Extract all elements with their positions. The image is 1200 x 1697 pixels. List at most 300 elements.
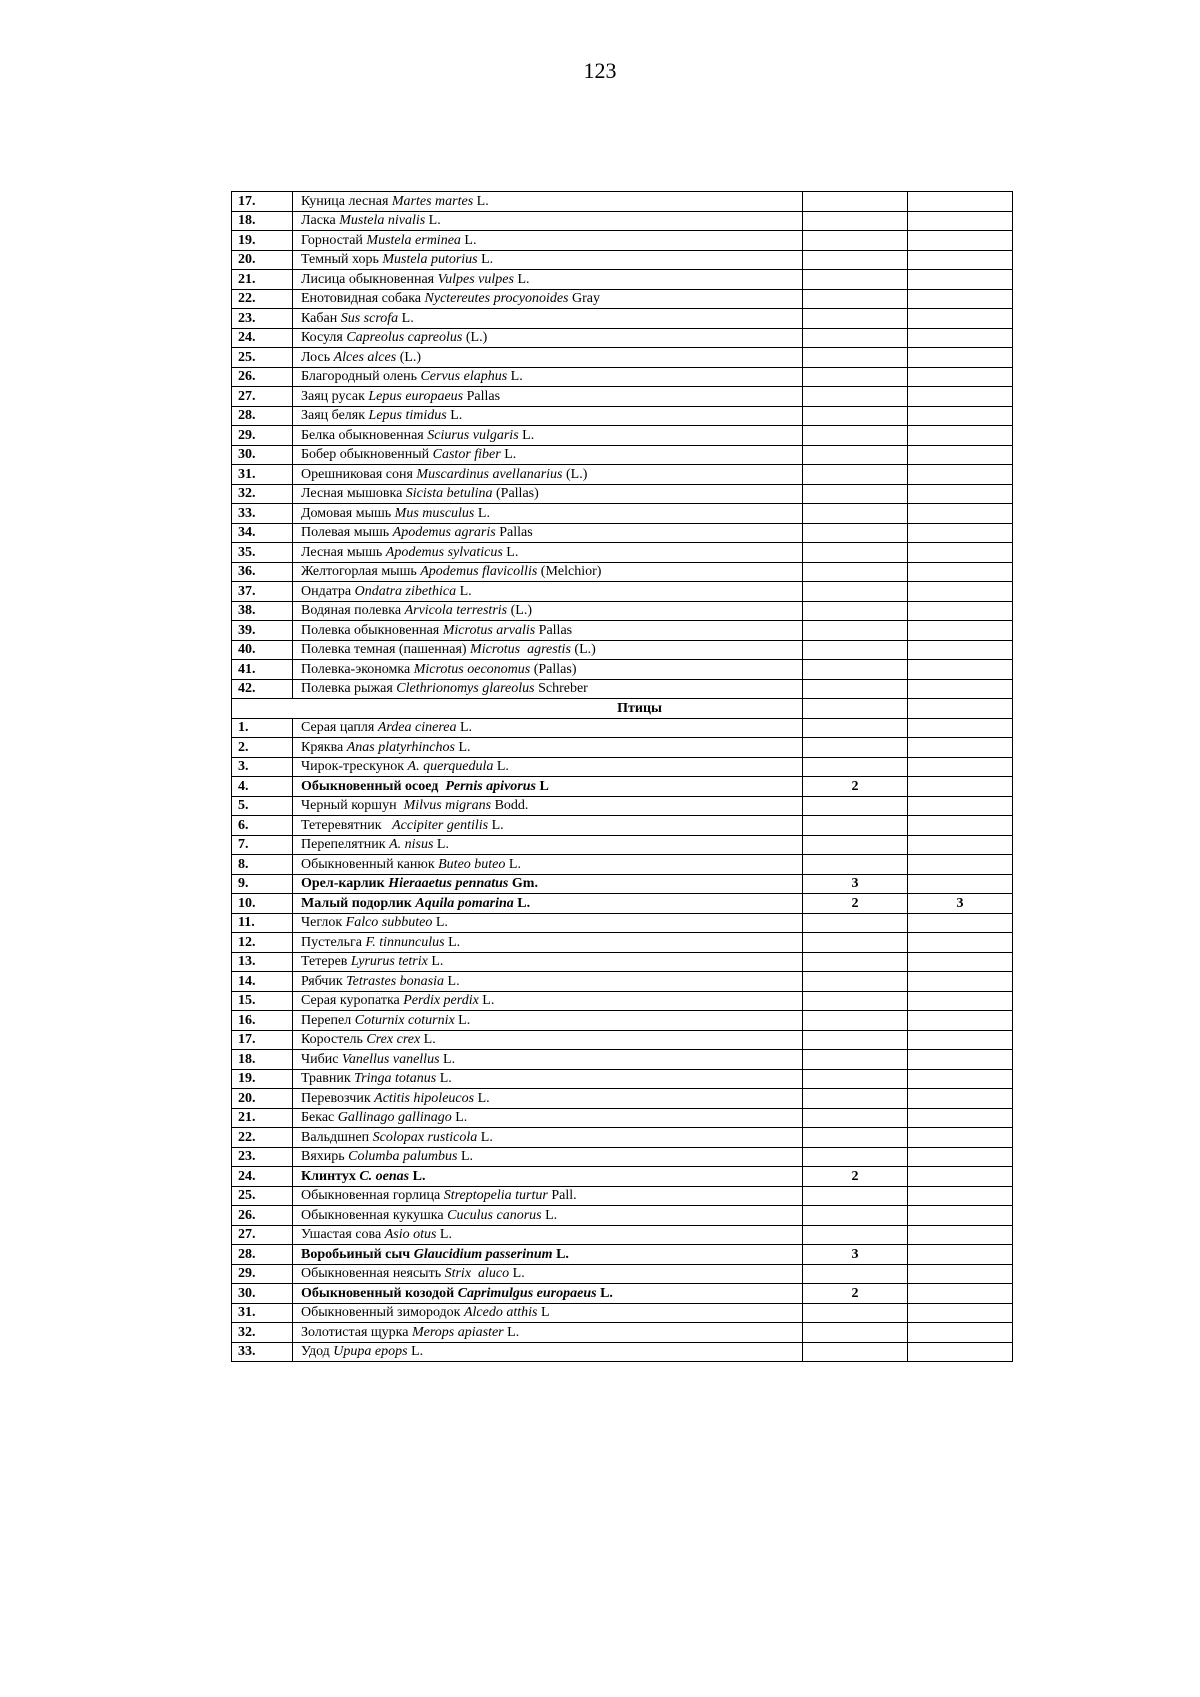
- status-category-cell: [803, 192, 908, 212]
- species-common-name: Удод: [301, 1344, 334, 1360]
- species-latin-name: Lyrurus tetrix: [350, 954, 428, 970]
- row-number: 15.: [232, 991, 293, 1011]
- species-latin-name: Perdix perdix: [403, 993, 479, 1009]
- row-number: 19.: [232, 1069, 293, 1089]
- species-latin-name: Sicista betulina: [405, 486, 493, 502]
- species-common-name: Бобер обыкновенный: [301, 447, 433, 463]
- species-name-cell: [293, 835, 803, 855]
- status-category-cell: [803, 445, 908, 465]
- species-latin-name: F. tinnunculus: [365, 934, 445, 950]
- table-row: [232, 933, 1013, 953]
- species-latin-name: Pernis apivorus: [445, 778, 536, 794]
- status-category-cell: [908, 640, 1013, 660]
- species-name-cell: [293, 777, 803, 797]
- species-common-name: Тетерев: [301, 954, 351, 970]
- table-row: [232, 991, 1013, 1011]
- species-common-name: Воробьиный сыч: [301, 1246, 414, 1262]
- species-author: L.: [513, 895, 531, 911]
- species-name-cell: [293, 660, 803, 680]
- species-common-name: Коростель: [301, 1032, 367, 1048]
- table-row: [232, 1128, 1013, 1148]
- row-number: 28.: [232, 1245, 293, 1265]
- species-latin-name: Upupa epops: [333, 1344, 408, 1360]
- species-latin-name: Lepus europaeus: [368, 388, 464, 404]
- status-category-cell: [803, 796, 908, 816]
- species-common-name: Кабан: [301, 310, 341, 326]
- status-category-cell: [908, 855, 1013, 875]
- table-row: [232, 523, 1013, 543]
- species-common-name: Косуля: [301, 330, 347, 346]
- species-common-name: Белка обыкновенная: [301, 427, 428, 443]
- status-category-cell: 2: [803, 1284, 908, 1304]
- status-category-cell: [803, 289, 908, 309]
- species-author: L.: [513, 271, 530, 287]
- row-number: 6.: [232, 816, 293, 836]
- species-latin-name: Tetrastes bonasia: [346, 973, 445, 989]
- row-number: 29.: [232, 426, 293, 446]
- species-author: L.: [460, 232, 477, 248]
- status-category-cell: [908, 250, 1013, 270]
- species-name-cell: [293, 270, 803, 290]
- status-category-cell: [803, 1030, 908, 1050]
- status-category-cell: [908, 972, 1013, 992]
- table-row: [232, 426, 1013, 446]
- table-row: [232, 328, 1013, 348]
- status-category-cell: 3: [908, 894, 1013, 914]
- species-name-cell: [293, 231, 803, 251]
- status-category-cell: [803, 991, 908, 1011]
- species-name-cell: [293, 933, 803, 953]
- status-category-cell: [908, 562, 1013, 582]
- row-number: 18.: [232, 211, 293, 231]
- species-common-name: Полевая мышь: [301, 525, 393, 541]
- status-category-cell: [908, 348, 1013, 368]
- status-category-cell: [908, 1225, 1013, 1245]
- status-category-cell: [803, 972, 908, 992]
- species-author: L.: [456, 583, 472, 599]
- species-name-cell: [293, 952, 803, 972]
- status-category-cell: [803, 1342, 908, 1362]
- species-latin-name: Microtus arvalis: [442, 622, 536, 638]
- status-category-cell: [803, 406, 908, 426]
- species-author: (L.): [507, 603, 532, 619]
- status-category-cell: [908, 718, 1013, 738]
- status-category-cell: [803, 426, 908, 446]
- species-author: Pallas: [463, 388, 501, 404]
- species-latin-name: Anas platyrhinchos: [346, 739, 455, 755]
- species-common-name: Лось: [301, 349, 334, 365]
- status-category-cell: [803, 1303, 908, 1323]
- table-row: [232, 250, 1013, 270]
- species-common-name: Серая куропатка: [301, 993, 404, 1009]
- species-common-name: Полевка рыжая: [301, 681, 397, 697]
- species-latin-name: Apodemus agraris: [392, 525, 496, 541]
- species-author: L.: [444, 934, 461, 950]
- species-author: Gray: [568, 291, 601, 307]
- table-row: [232, 211, 1013, 231]
- species-common-name: Лесная мышовка: [301, 486, 406, 502]
- species-common-name: Обыкновенная горлица: [301, 1188, 444, 1204]
- table-row: [232, 1011, 1013, 1031]
- status-category-cell: [803, 1323, 908, 1343]
- species-latin-name: Capreolus capreolus: [346, 330, 463, 346]
- species-name-cell: [293, 1011, 803, 1031]
- species-latin-name: Mustela nivalis: [339, 213, 426, 229]
- section-title: Птицы: [232, 699, 803, 719]
- table-row: [232, 309, 1013, 329]
- row-number: 30.: [232, 445, 293, 465]
- status-category-cell: [803, 757, 908, 777]
- species-latin-name: Hieraaetus pennatus: [388, 876, 509, 892]
- status-category-cell: [908, 1303, 1013, 1323]
- status-category-cell: [908, 1167, 1013, 1187]
- row-number: 28.: [232, 406, 293, 426]
- status-category-cell: [908, 1323, 1013, 1343]
- row-number: 22.: [232, 1128, 293, 1148]
- status-category-cell: [908, 504, 1013, 524]
- species-name-cell: [293, 913, 803, 933]
- table-row: [232, 913, 1013, 933]
- row-number: 12.: [232, 933, 293, 953]
- table-row: [232, 1167, 1013, 1187]
- species-common-name: Серая цапля: [301, 720, 378, 736]
- species-latin-name: C. oenas: [359, 1168, 410, 1184]
- species-name-cell: [293, 855, 803, 875]
- status-category-cell: [803, 1108, 908, 1128]
- status-category-cell: [908, 757, 1013, 777]
- species-latin-name: Columba palumbus: [348, 1149, 458, 1165]
- status-category-cell: [803, 679, 908, 699]
- species-author: L: [537, 1305, 550, 1321]
- table-row: [232, 231, 1013, 251]
- species-latin-name: Mustela putorius: [382, 252, 478, 268]
- status-category-cell: [908, 231, 1013, 251]
- species-author: L.: [502, 544, 519, 560]
- status-category-cell: [908, 1011, 1013, 1031]
- row-number: 14.: [232, 972, 293, 992]
- row-number: 4.: [232, 777, 293, 797]
- row-number: 33.: [232, 1342, 293, 1362]
- table-row: [232, 621, 1013, 641]
- status-category-cell: [803, 601, 908, 621]
- species-name-cell: [293, 894, 803, 914]
- status-category-cell: [803, 211, 908, 231]
- table-row: [232, 1245, 1013, 1265]
- table-row: [232, 1342, 1013, 1362]
- status-category-cell: [803, 504, 908, 524]
- status-category-cell: [908, 874, 1013, 894]
- species-author: L.: [474, 1090, 490, 1106]
- species-common-name: Заяц русак: [301, 388, 369, 404]
- species-name-cell: [293, 991, 803, 1011]
- status-category-cell: [908, 991, 1013, 1011]
- species-latin-name: Clethrionomys glareolus: [396, 681, 535, 697]
- status-category-cell: [908, 621, 1013, 641]
- species-author: (L.): [562, 466, 588, 482]
- table-row: [232, 484, 1013, 504]
- species-author: Gm.: [508, 876, 538, 892]
- table-row: [232, 835, 1013, 855]
- row-number: 21.: [232, 1108, 293, 1128]
- species-latin-name: Crex crex: [366, 1032, 421, 1048]
- status-category-cell: [803, 1147, 908, 1167]
- table-row: [232, 777, 1013, 797]
- species-name-cell: [293, 816, 803, 836]
- species-latin-name: Mustela erminea: [366, 232, 461, 248]
- species-author: L.: [474, 505, 490, 521]
- table-row: [232, 1050, 1013, 1070]
- species-name-cell: [293, 1303, 803, 1323]
- species-name-cell: [293, 874, 803, 894]
- species-author: L.: [451, 1110, 468, 1126]
- table-row: [232, 1069, 1013, 1089]
- status-category-cell: [803, 1089, 908, 1109]
- table-row: [232, 601, 1013, 621]
- species-author: Pallas: [535, 622, 573, 638]
- species-latin-name: Nyctereutes procyonoides: [424, 291, 569, 307]
- species-latin-name: Alcedo atthis: [463, 1305, 538, 1321]
- status-category-cell: 3: [803, 1245, 908, 1265]
- row-number: 37.: [232, 582, 293, 602]
- species-author: L.: [439, 1051, 456, 1067]
- species-common-name: Вальдшнеп: [301, 1129, 373, 1145]
- table-row: [232, 1186, 1013, 1206]
- species-author: (L.): [462, 330, 488, 346]
- species-name-cell: [293, 1264, 803, 1284]
- table-row: [232, 1089, 1013, 1109]
- species-latin-name: Ondatra zibethica: [354, 583, 457, 599]
- status-category-cell: [803, 1011, 908, 1031]
- species-latin-name: Accipiter gentilis: [392, 817, 489, 833]
- species-table: [231, 191, 1013, 1362]
- status-category-cell: [908, 1069, 1013, 1089]
- row-number: 19.: [232, 231, 293, 251]
- species-author: (L.): [570, 642, 596, 658]
- status-category-cell: [908, 211, 1013, 231]
- table-row: [232, 1225, 1013, 1245]
- species-author: (Pallas): [492, 486, 539, 502]
- status-category-cell: [908, 543, 1013, 563]
- status-category-cell: 2: [803, 894, 908, 914]
- status-category-cell: [803, 1050, 908, 1070]
- species-common-name: Перепел: [301, 1012, 355, 1028]
- species-common-name: Ушастая сова: [301, 1227, 385, 1243]
- species-name-cell: [293, 1225, 803, 1245]
- species-latin-name: Glaucidium passerinum: [413, 1246, 553, 1262]
- species-name-cell: [293, 406, 803, 426]
- species-common-name: Енотовидная собака: [301, 291, 425, 307]
- row-number: 23.: [232, 1147, 293, 1167]
- row-number: 34.: [232, 523, 293, 543]
- status-category-cell: [908, 1050, 1013, 1070]
- row-number: 2.: [232, 738, 293, 758]
- status-category-cell: [803, 1225, 908, 1245]
- species-latin-name: Martes martes: [391, 193, 474, 209]
- species-author: L.: [596, 1285, 613, 1301]
- species-common-name: Чеглок: [301, 915, 346, 931]
- status-category-cell: [908, 1147, 1013, 1167]
- species-author: L.: [398, 310, 414, 326]
- row-number: 13.: [232, 952, 293, 972]
- species-author: L.: [433, 837, 449, 853]
- status-category-cell: [908, 738, 1013, 758]
- table-body: [232, 192, 1013, 1362]
- species-latin-name: Vanellus vanellus: [341, 1051, 440, 1067]
- species-name-cell: [293, 972, 803, 992]
- status-category-cell: [803, 387, 908, 407]
- species-author: Pallas: [495, 525, 533, 541]
- species-latin-name: A. querquedula: [407, 759, 494, 775]
- table-row: [232, 1206, 1013, 1226]
- row-number: 7.: [232, 835, 293, 855]
- species-author: L.: [493, 759, 509, 775]
- status-category-cell: [908, 270, 1013, 290]
- species-author: L.: [552, 1246, 569, 1262]
- species-name-cell: [293, 192, 803, 212]
- species-name-cell: [293, 1323, 803, 1343]
- table-row: [232, 445, 1013, 465]
- species-common-name: Рябчик: [301, 973, 347, 989]
- table-row: [232, 562, 1013, 582]
- table-row: [232, 387, 1013, 407]
- status-category-cell: [803, 231, 908, 251]
- species-latin-name: Buteo buteo: [438, 856, 506, 872]
- species-name-cell: [293, 679, 803, 699]
- status-category-cell: [803, 348, 908, 368]
- status-category-cell: [908, 933, 1013, 953]
- status-category-cell: [908, 660, 1013, 680]
- species-common-name: Тетеревятник: [301, 817, 393, 833]
- species-author: L.: [456, 720, 473, 736]
- status-category-cell: [803, 309, 908, 329]
- species-name-cell: [293, 1089, 803, 1109]
- species-common-name: Желтогорлая мышь: [301, 564, 421, 580]
- species-common-name: Обыкновенный козодой: [301, 1285, 458, 1301]
- row-number: 36.: [232, 562, 293, 582]
- status-category-cell: [908, 796, 1013, 816]
- species-common-name: Лесная мышь: [301, 544, 386, 560]
- status-category-cell: [908, 309, 1013, 329]
- species-common-name: Обыкновенный канюк: [301, 856, 439, 872]
- page-number: 123: [583, 58, 617, 83]
- row-number: 40.: [232, 640, 293, 660]
- table-row: [232, 894, 1013, 914]
- species-name-cell: [293, 718, 803, 738]
- species-latin-name: Gallinago gallinago: [337, 1110, 452, 1126]
- species-latin-name: Milvus migrans: [403, 798, 492, 814]
- row-number: 21.: [232, 270, 293, 290]
- status-category-cell: [908, 816, 1013, 836]
- species-author: L.: [505, 856, 521, 872]
- species-name-cell: [293, 309, 803, 329]
- species-common-name: Орел-карлик: [301, 876, 389, 892]
- table-row: [232, 640, 1013, 660]
- table-row: [232, 1323, 1013, 1343]
- species-name-cell: [293, 543, 803, 563]
- row-number: 25.: [232, 1186, 293, 1206]
- row-number: 31.: [232, 1303, 293, 1323]
- status-category-cell: [908, 679, 1013, 699]
- species-author: L.: [436, 1071, 452, 1087]
- species-latin-name: Merops apiaster: [411, 1324, 504, 1340]
- table-row: [232, 582, 1013, 602]
- species-common-name: Обыкновенный осоед: [301, 778, 446, 794]
- species-name-cell: [293, 328, 803, 348]
- species-common-name: Травник: [301, 1071, 355, 1087]
- species-name-cell: [293, 523, 803, 543]
- species-author: L.: [488, 817, 504, 833]
- status-category-cell: [908, 835, 1013, 855]
- species-common-name: Темный хорь: [301, 252, 383, 268]
- table-row: [232, 874, 1013, 894]
- species-author: L.: [478, 993, 495, 1009]
- table-row: [232, 348, 1013, 368]
- status-category-cell: [908, 1186, 1013, 1206]
- status-category-cell: [908, 484, 1013, 504]
- species-name-cell: [293, 1186, 803, 1206]
- species-author: L.: [446, 408, 463, 424]
- status-category-cell: [908, 582, 1013, 602]
- row-number: 24.: [232, 1167, 293, 1187]
- table-row: [232, 757, 1013, 777]
- species-latin-name: Mus musculus: [394, 505, 475, 521]
- species-name-cell: [293, 1284, 803, 1304]
- species-latin-name: Falco subbuteo: [345, 915, 433, 931]
- status-category-cell: [803, 816, 908, 836]
- row-number: 35.: [232, 543, 293, 563]
- row-number: 27.: [232, 387, 293, 407]
- species-common-name: Полевка обыкновенная: [301, 622, 443, 638]
- table-row: [232, 1284, 1013, 1304]
- species-common-name: Горностай: [301, 232, 367, 248]
- species-name-cell: [293, 738, 803, 758]
- species-latin-name: Muscardinus avellanarius: [416, 466, 563, 482]
- species-common-name: Полевка темная (пашенная): [301, 642, 471, 658]
- status-category-cell: [908, 1264, 1013, 1284]
- row-number: 26.: [232, 367, 293, 387]
- row-number: 25.: [232, 348, 293, 368]
- table-row: [232, 270, 1013, 290]
- row-number: 3.: [232, 757, 293, 777]
- status-category-cell: [908, 777, 1013, 797]
- species-common-name: Перепелятник: [301, 837, 390, 853]
- status-category-cell: [803, 1069, 908, 1089]
- table-row: [232, 289, 1013, 309]
- species-latin-name: Vulpes vulpes: [437, 271, 514, 287]
- species-latin-name: Cervus elaphus: [420, 369, 508, 385]
- species-latin-name: Caprimulgus europaeus: [457, 1285, 597, 1301]
- status-category-cell: [908, 1245, 1013, 1265]
- row-number: 20.: [232, 250, 293, 270]
- status-category-cell: [908, 192, 1013, 212]
- species-author: L.: [507, 369, 523, 385]
- species-name-cell: [293, 1147, 803, 1167]
- table-row: [232, 465, 1013, 485]
- table-row: [232, 1264, 1013, 1284]
- table-row: [232, 1303, 1013, 1323]
- status-category-cell: [908, 1206, 1013, 1226]
- status-category-cell: [803, 1186, 908, 1206]
- status-category-cell: [908, 465, 1013, 485]
- status-category-cell: [908, 1342, 1013, 1362]
- row-number: 29.: [232, 1264, 293, 1284]
- table-row: [232, 660, 1013, 680]
- species-author: Pall.: [547, 1188, 577, 1204]
- species-common-name: Заяц беляк: [301, 408, 369, 424]
- species-name-cell: [293, 465, 803, 485]
- species-name-cell: [293, 582, 803, 602]
- species-common-name: Полевка-экономка: [301, 661, 414, 677]
